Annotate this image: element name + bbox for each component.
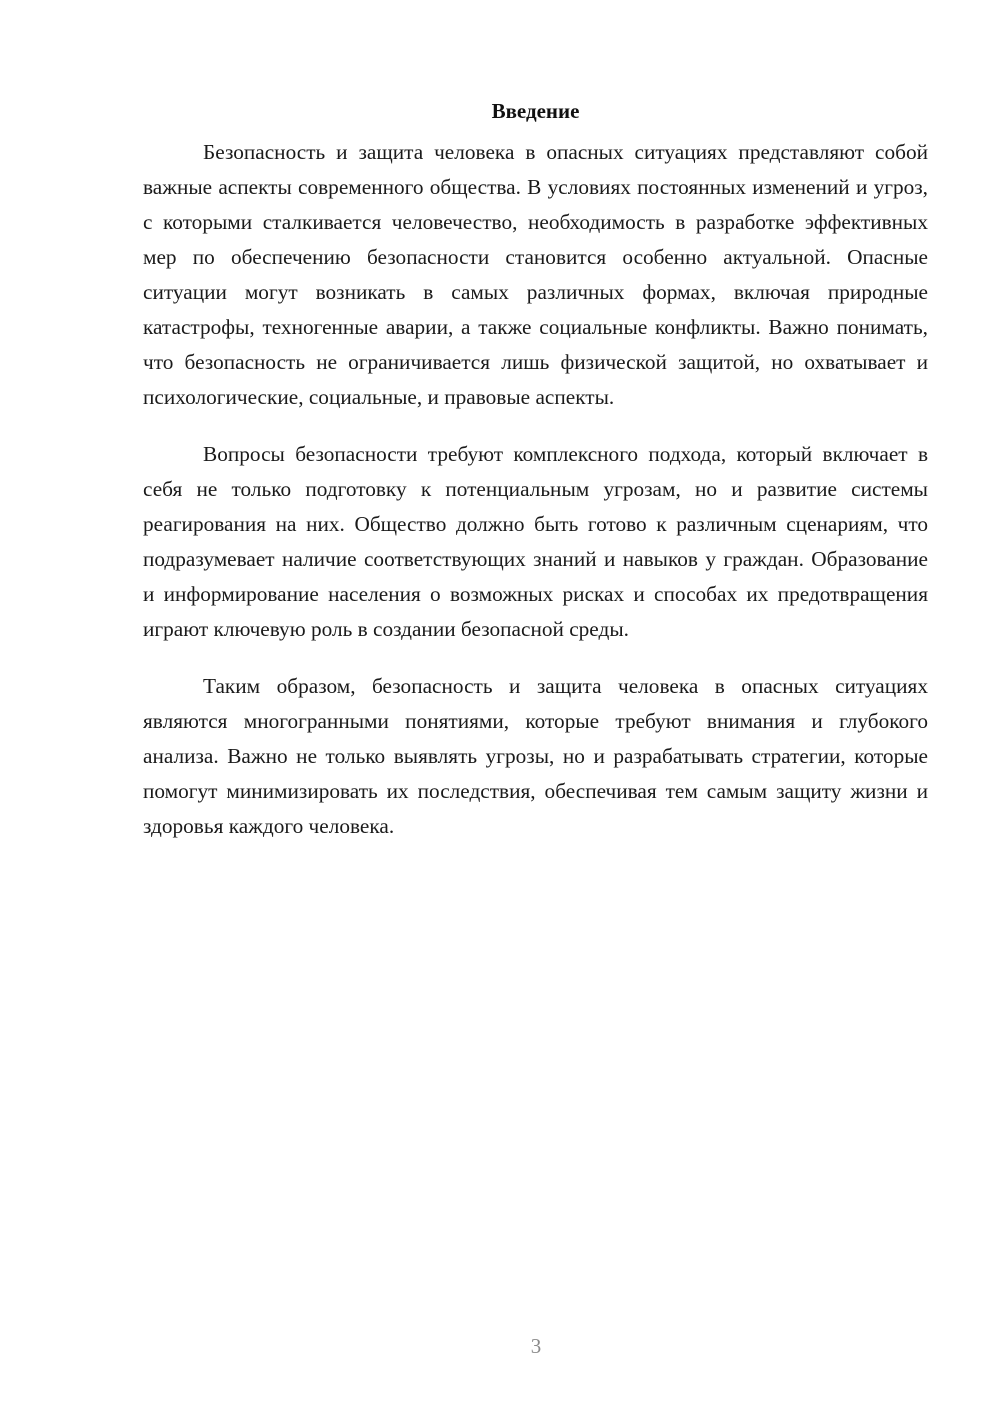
intro-paragraph-2: Вопросы безопасности требуют комплексного подхода, который включает в себя не только подготовку к потенциальным угрозам, но и развитие системы реагирования на них. Общество должно быть готово к различным сценариям, что подразумевает наличие соответствующих знаний и навыков у граждан. Образование и информирование населения о возможных рисках и способах их предотвращения играют ключевую роль в создании безопасной среды. bbox=[143, 442, 928, 641]
page-number: 3 bbox=[530, 1334, 542, 1358]
section-heading: Введение bbox=[491, 99, 580, 123]
page-body bbox=[143, 94, 928, 866]
intro-paragraph-1: Безопасность и защита человека в опасных ситуациях представляют собой важные аспекты современного общества. В условиях постоянных изменений и угроз, с которыми сталкивается человечество, необходимость в разработке эффективных мер по обеспечению безопасности становится особенно актуальной. Опасные ситуации могут возникать в самых различных формах, включая природные катастрофы, техногенные аварии, а также социальные конфликты. Важно понимать, что безопасность не ограничивается лишь физической защитой, но охватывает и психологические, социальные, и правовые аспекты. bbox=[143, 140, 928, 409]
intro-paragraph-3: Таким образом, безопасность и защита человека в опасных ситуациях являются многогранными понятиями, которые требуют внимания и глубокого анализа. Важно не только выявлять угрозы, но и разрабатывать стратегии, которые помогут минимизировать их последствия, обеспечивая тем самым защиту жизни и здоровья каждого человека. bbox=[143, 674, 928, 838]
